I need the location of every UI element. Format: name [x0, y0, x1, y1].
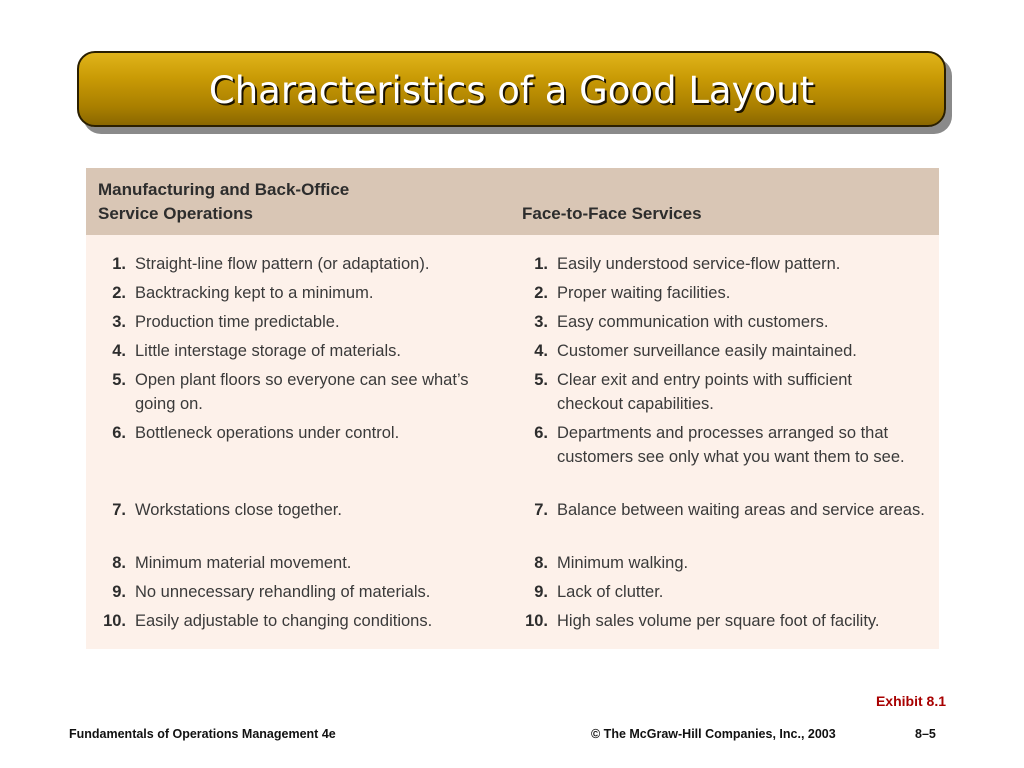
- left-item-text: Minimum material movement.: [135, 554, 352, 572]
- left-item-text: Workstations close together.: [135, 501, 342, 519]
- left-item-text: No unnecessary rehandling of materials.: [135, 583, 431, 601]
- left-item-number: 10.: [103, 612, 126, 630]
- left-item-text: Open plant floors so everyone can see what’s going on.: [135, 371, 469, 413]
- left-item-text: Production time predictable.: [135, 313, 340, 331]
- right-item-number: 3.: [534, 313, 548, 331]
- right-item-number: 2.: [534, 284, 548, 302]
- left-item-number: 2.: [112, 284, 126, 302]
- right-item-text: Easily understood service-flow pattern.: [557, 255, 841, 273]
- footer-page-number: 8–5: [915, 727, 936, 741]
- title-banner: [77, 51, 946, 127]
- slide-title: Characteristics of a Good Layout: [208, 69, 815, 112]
- right-item-text: High sales volume per square foot of facility.: [557, 612, 880, 630]
- left-item-text: Backtracking kept to a minimum.: [135, 284, 374, 302]
- right-item-text: Balance between waiting areas and service areas.: [557, 501, 925, 519]
- header-face-to-face: Face-to-Face Services: [522, 204, 702, 223]
- table-header-row: [86, 168, 939, 235]
- layout-characteristics-table: [86, 168, 939, 649]
- left-item-text: Bottleneck operations under control.: [135, 424, 400, 442]
- header-manufacturing: [98, 178, 349, 226]
- header-left-line1: Manufacturing and Back-Office: [98, 180, 350, 199]
- left-item-number: 7.: [112, 501, 126, 519]
- right-item-text: Minimum walking.: [557, 554, 689, 572]
- left-item-number: 3.: [112, 313, 126, 331]
- left-item-number: 4.: [112, 342, 126, 360]
- left-item-number: 6.: [112, 424, 126, 442]
- left-item-number: 5.: [112, 371, 126, 389]
- left-item-number: 9.: [112, 583, 126, 601]
- left-item-number: 1.: [112, 255, 126, 273]
- left-item-number: 8.: [112, 554, 126, 572]
- right-item-number: 5.: [534, 371, 548, 389]
- footer-book-title: Fundamentals of Operations Management 4e: [69, 727, 336, 741]
- right-item-number: 6.: [534, 424, 548, 442]
- exhibit-label: Exhibit 8.1: [875, 693, 946, 709]
- right-item-number: 4.: [534, 342, 548, 360]
- right-item-number: 9.: [534, 583, 548, 601]
- left-item-text: Easily adjustable to changing conditions.: [135, 612, 433, 630]
- right-item-number: 7.: [534, 501, 548, 519]
- right-item-number: 8.: [534, 554, 548, 572]
- left-item-text: Straight-line flow pattern (or adaptation).: [135, 255, 430, 273]
- right-item-text: Lack of clutter.: [557, 583, 664, 601]
- footer-copyright: © The McGraw-Hill Companies, Inc., 2003: [591, 727, 836, 741]
- right-item-text: Clear exit and entry points with sufficient checkout capabilities.: [557, 371, 853, 413]
- right-item-number: 10.: [525, 612, 548, 630]
- right-item-text: Proper waiting facilities.: [557, 284, 731, 302]
- right-item-text: Customer surveillance easily maintained.: [557, 342, 857, 360]
- right-item-text: Departments and processes arranged so that customers see only what you want them to see.: [557, 424, 905, 466]
- header-left-line2: Service Operations: [98, 204, 253, 223]
- right-item-number: 1.: [534, 255, 548, 273]
- right-item-text: Easy communication with customers.: [557, 313, 829, 331]
- left-item-text: Little interstage storage of materials.: [135, 342, 401, 360]
